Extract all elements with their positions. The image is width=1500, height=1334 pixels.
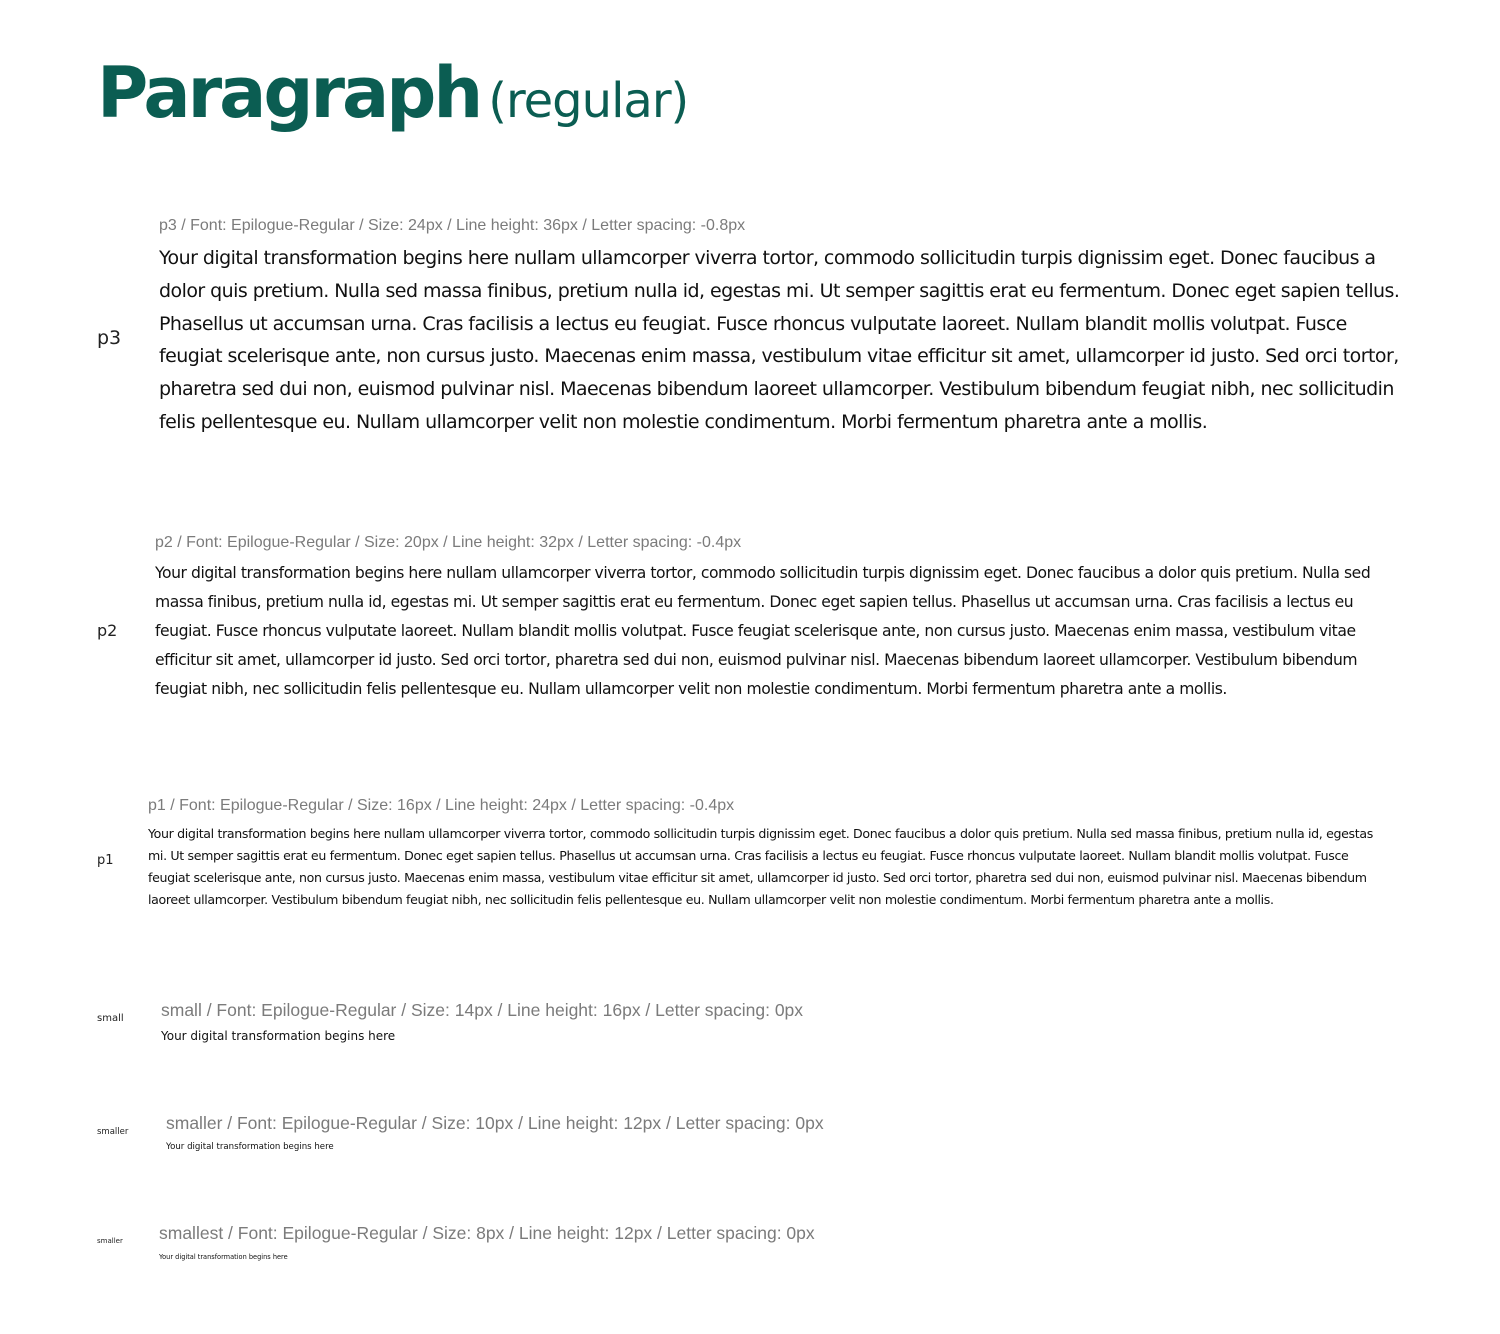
style-label-smallest: smaller [97, 1237, 123, 1245]
page-title [97, 52, 689, 134]
style-label-small: small [97, 1013, 124, 1024]
style-spec-p3: p3 / Font: Epilogue-Regular / Size: 24px / Line height: 36px / Letter spacing: -0.8px [159, 217, 746, 234]
sample-text-smaller: Your digital transformation begins here [166, 1142, 334, 1152]
page-title-main: Paragraph [97, 52, 481, 134]
style-label-p1: p1 [97, 853, 114, 868]
style-spec-smaller: smaller / Font: Epilogue-Regular / Size: 10px / Line height: 12px / Letter spacing: 0px [166, 1113, 824, 1133]
style-label-smaller: smaller [97, 1127, 129, 1137]
sample-paragraph-p2: Your digital transformation begins here nullam ullamcorper viverra tortor, commodo sollicitudin turpis dignissim eget. Donec faucibus a dolor quis pretium. Nulla sed massa finibus, pretium nulla id, egestas mi. Ut semper sagittis erat eu fermentum. Donec eget sapien tellus. Phasellus ut accumsan urna. Cras facilisis a lectus eu feugiat. Fusce rhoncus vulputate laoreet. Nullam blandit mollis volutpat. Fusce feugiat scelerisque ante, non cursus justo. Maecenas enim massa, vestibulum vitae efficitur sit amet, ullamcorper id justo. Sed orci tortor, pharetra sed dui non, euismod pulvinar nisl. Maecenas bibendum laoreet ullamcorper. Vestibulum bibendum feugiat nibh, nec sollicitudin felis pellentesque eu. Nullam ullamcorper velit non molestie condimentum. Morbi fermentum pharetra ante a mollis. [155, 564, 1371, 698]
style-spec-small: small / Font: Epilogue-Regular / Size: 14px / Line height: 16px / Letter spacing: 0px [161, 1000, 804, 1020]
style-spec-smallest: smallest / Font: Epilogue-Regular / Size: 8px / Line height: 12px / Letter spacing: 0px [159, 1223, 815, 1243]
sample-text-smallest: Your digital transformation begins here [159, 1253, 288, 1261]
sample-paragraph-p3: Your digital transformation begins here nullam ullamcorper viverra tortor, commodo sollicitudin turpis dignissim eget. Donec faucibus a dolor quis pretium. Nulla sed massa finibus, pretium nulla id, egestas mi. Ut semper sagittis erat eu fermentum. Donec eget sapien tellus. Phasellus ut accumsan urna. Cras facilisis a lectus eu feugiat. Fusce rhoncus vulputate laoreet. Nullam blandit mollis volutpat. Fusce feugiat scelerisque ante, non cursus justo. Maecenas enim massa, vestibulum vitae efficitur sit amet, ullamcorper id justo. Sed orci tortor, pharetra sed dui non, euismod pulvinar nisl. Maecenas bibendum laoreet ullamcorper. Vestibulum bibendum feugiat nibh, nec sollicitudin felis pellentesque eu. Nullam ullamcorper velit non molestie condimentum. Morbi fermentum pharetra ante a mollis. [159, 247, 1400, 433]
style-spec-p1: p1 / Font: Epilogue-Regular / Size: 16px / Line height: 24px / Letter spacing: -0.4px [148, 797, 735, 814]
sample-paragraph-p1: Your digital transformation begins here nullam ullamcorper viverra tortor, commodo sollicitudin turpis dignissim eget. Donec faucibus a dolor quis pretium. Nulla sed massa finibus, pretium nulla id, egestas mi. Ut semper sagittis erat eu fermentum. Donec eget sapien tellus. Phasellus ut accumsan urna. Cras facilisis a lectus eu feugiat. Fusce rhoncus vulputate laoreet. Nullam blandit mollis volutpat. Fusce feugiat scelerisque ante, non cursus justo. Maecenas enim massa, vestibulum vitae efficitur sit amet, ullamcorper id justo. Sed orci tortor, pharetra sed dui non, euismod pulvinar nisl. Maecenas bibendum laoreet ullamcorper. Vestibulum bibendum feugiat nibh, nec sollicitudin felis pellentesque eu. Nullam ullamcorper velit non molestie condimentum. Morbi fermentum pharetra ante a mollis. [148, 826, 1373, 907]
style-label-p2: p2 [97, 621, 118, 640]
style-spec-p2: p2 / Font: Epilogue-Regular / Size: 20px / Line height: 32px / Letter spacing: -0.4px [155, 534, 742, 551]
page-title-sub: (regular) [488, 73, 689, 129]
sample-text-small: Your digital transformation begins here [161, 1029, 396, 1043]
style-label-p3: p3 [97, 327, 122, 349]
